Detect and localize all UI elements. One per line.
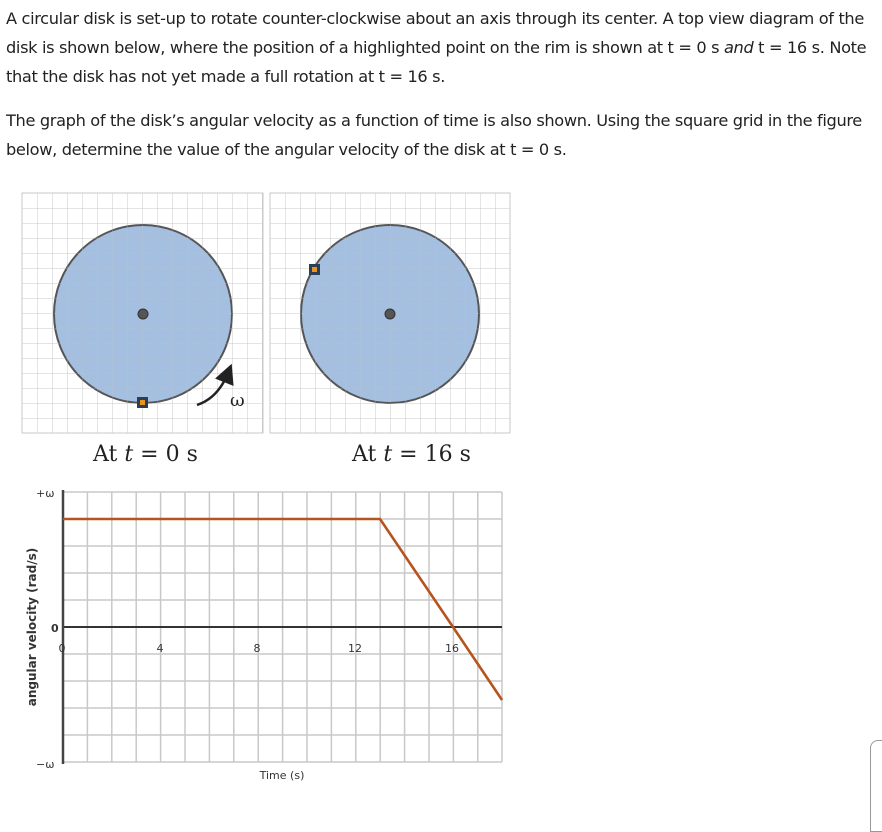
disk-center-dot [138,309,148,319]
omega-label: ω [230,390,245,411]
disk-center-dot [385,309,395,319]
x-axis-title: Time (s) [259,769,305,782]
y-top-label: +ω [36,487,55,500]
x-tick-16: 16 [445,642,459,655]
y-bottom-label: −ω [36,758,55,771]
x-tick-4: 4 [156,642,164,655]
rim-marker-highlight [312,267,317,272]
caption-t16: At t = 16 s [352,442,471,467]
y-axis-title: angular velocity (rad/s) [25,547,39,707]
x-tick-12: 12 [348,642,362,655]
angular-velocity-graph [25,487,502,782]
x-tick-8: 8 [253,642,261,655]
caption-t0: At t = 0 s [93,442,198,467]
disk-panel-t16 [270,193,510,467]
x-tick-0: 0 [58,642,66,655]
partial-widget-edge [870,740,882,832]
disk-panel-t0 [22,193,263,467]
question-paragraph-1: A circular disk is set-up to rotate counter-clockwise about an axis through its center. A top view diagram of the disk is shown below, where the position of a highlighted point on the rim is shown at t = 0 s and t = 16 s. Note that the disk has not yet made a full rotation at t = 16 s. [6,9,867,86]
question-paragraph-2: The graph of the disk’s angular velocity as a function of time is also shown. Using the square grid in the figure below, determine the value of the angular velocity of the disk at t = 0 s. [6,111,862,159]
rim-marker-highlight [140,400,145,405]
y-zero-label: 0 [51,622,59,635]
